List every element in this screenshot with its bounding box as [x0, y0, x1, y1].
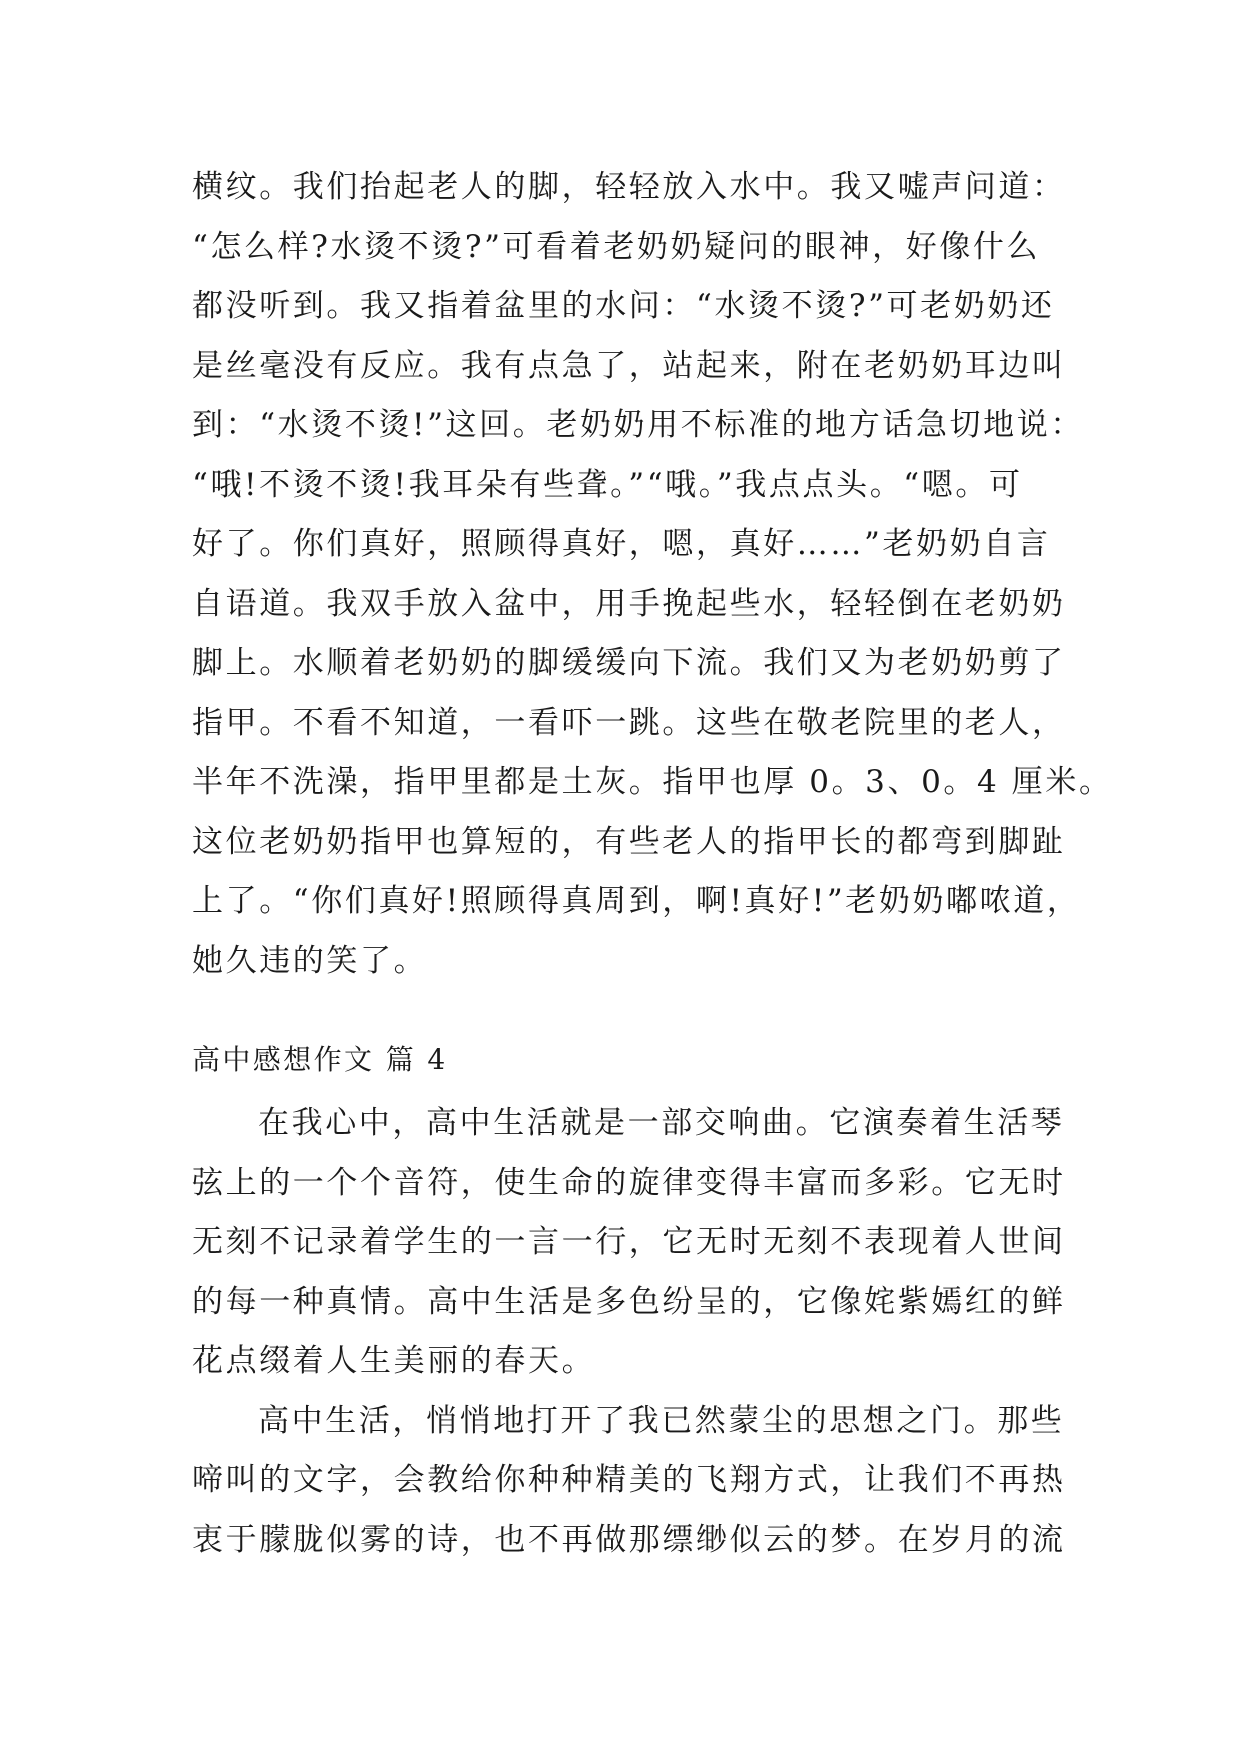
text-line: 高中生活，悄悄地打开了我已然蒙尘的思想之门。那些 — [258, 1402, 1065, 1439]
text-line: 到：“水烫不烫!”这回。老奶奶用不标准的地方话急切地说： — [192, 407, 1084, 443]
text-line: 上了。“你们真好!照顾得真周到，啊!真好!”老奶奶嘟哝道， — [192, 883, 1081, 919]
text-line: “哦!不烫不烫!我耳朵有些聋。”“哦。”我点点头。“嗯。可 — [192, 466, 1023, 503]
text-line: 衷于朦胧似雾的诗，也不再做那缥缈似云的梦。在岁月的流 — [192, 1521, 1066, 1558]
text-line: 她久违的笑了。 — [192, 942, 428, 979]
text-line: “怎么样?水烫不烫?”可看着老奶奶疑问的眼神，好像什么 — [192, 228, 1041, 265]
text-line: 无刻不记录着学生的一言一行，它无时无刻不表现着人世间 — [192, 1224, 1066, 1260]
essay-heading — [192, 1030, 1072, 1090]
text-line: 的每一种真情。高中生活是多色纷呈的，它像姹紫嫣红的鲜 — [192, 1283, 1066, 1320]
text-line: 指甲。不看不知道，一看吓一跳。这些在敬老院里的老人， — [192, 704, 1066, 741]
text-line: 自语道。我双手放入盆中，用手挽起些水，轻轻倒在老奶奶 — [192, 585, 1066, 622]
text-line: 花点缀着人生美丽的春天。 — [192, 1343, 596, 1379]
text-line: 这位老奶奶指甲也算短的，有些老人的指甲长的都弯到脚趾 — [192, 823, 1066, 860]
text-line: 在我心中，高中生活就是一部交响曲。它演奏着生活琴 — [258, 1105, 1065, 1141]
previous-essay-continuation — [192, 158, 1113, 991]
text-line: 弦上的一个个音符，使生命的旋律变得丰富而多彩。它无时 — [192, 1164, 1066, 1201]
essay-body — [192, 1094, 1072, 1570]
text-line: 好了。你们真好，照顾得真好，嗯，真好……”老奶奶自言 — [192, 526, 1051, 562]
text-line: 是丝毫没有反应。我有点急了，站起来，附在老奶奶耳边叫 — [192, 347, 1066, 384]
text-line: 都没听到。我又指着盆里的水问：“水烫不烫?”可老奶奶还 — [192, 288, 1055, 324]
text-line: 半年不洗澡，指甲里都是土灰。指甲也厚 0。3、0。4 厘米。 — [192, 764, 1113, 800]
paragraph — [192, 1094, 1072, 1392]
text-line: 啼叫的文字，会教给你种种精美的飞翔方式，让我们不再热 — [192, 1462, 1066, 1498]
text-line: 脚上。水顺着老奶奶的脚缓缓向下流。我们又为老奶奶剪了 — [192, 645, 1066, 681]
essay-title: 高中感想作文 篇 4 — [192, 1043, 448, 1076]
text-line: 横纹。我们抬起老人的脚，轻轻放入水中。我又嘘声问道： — [192, 169, 1066, 205]
paragraph — [192, 1392, 1072, 1571]
